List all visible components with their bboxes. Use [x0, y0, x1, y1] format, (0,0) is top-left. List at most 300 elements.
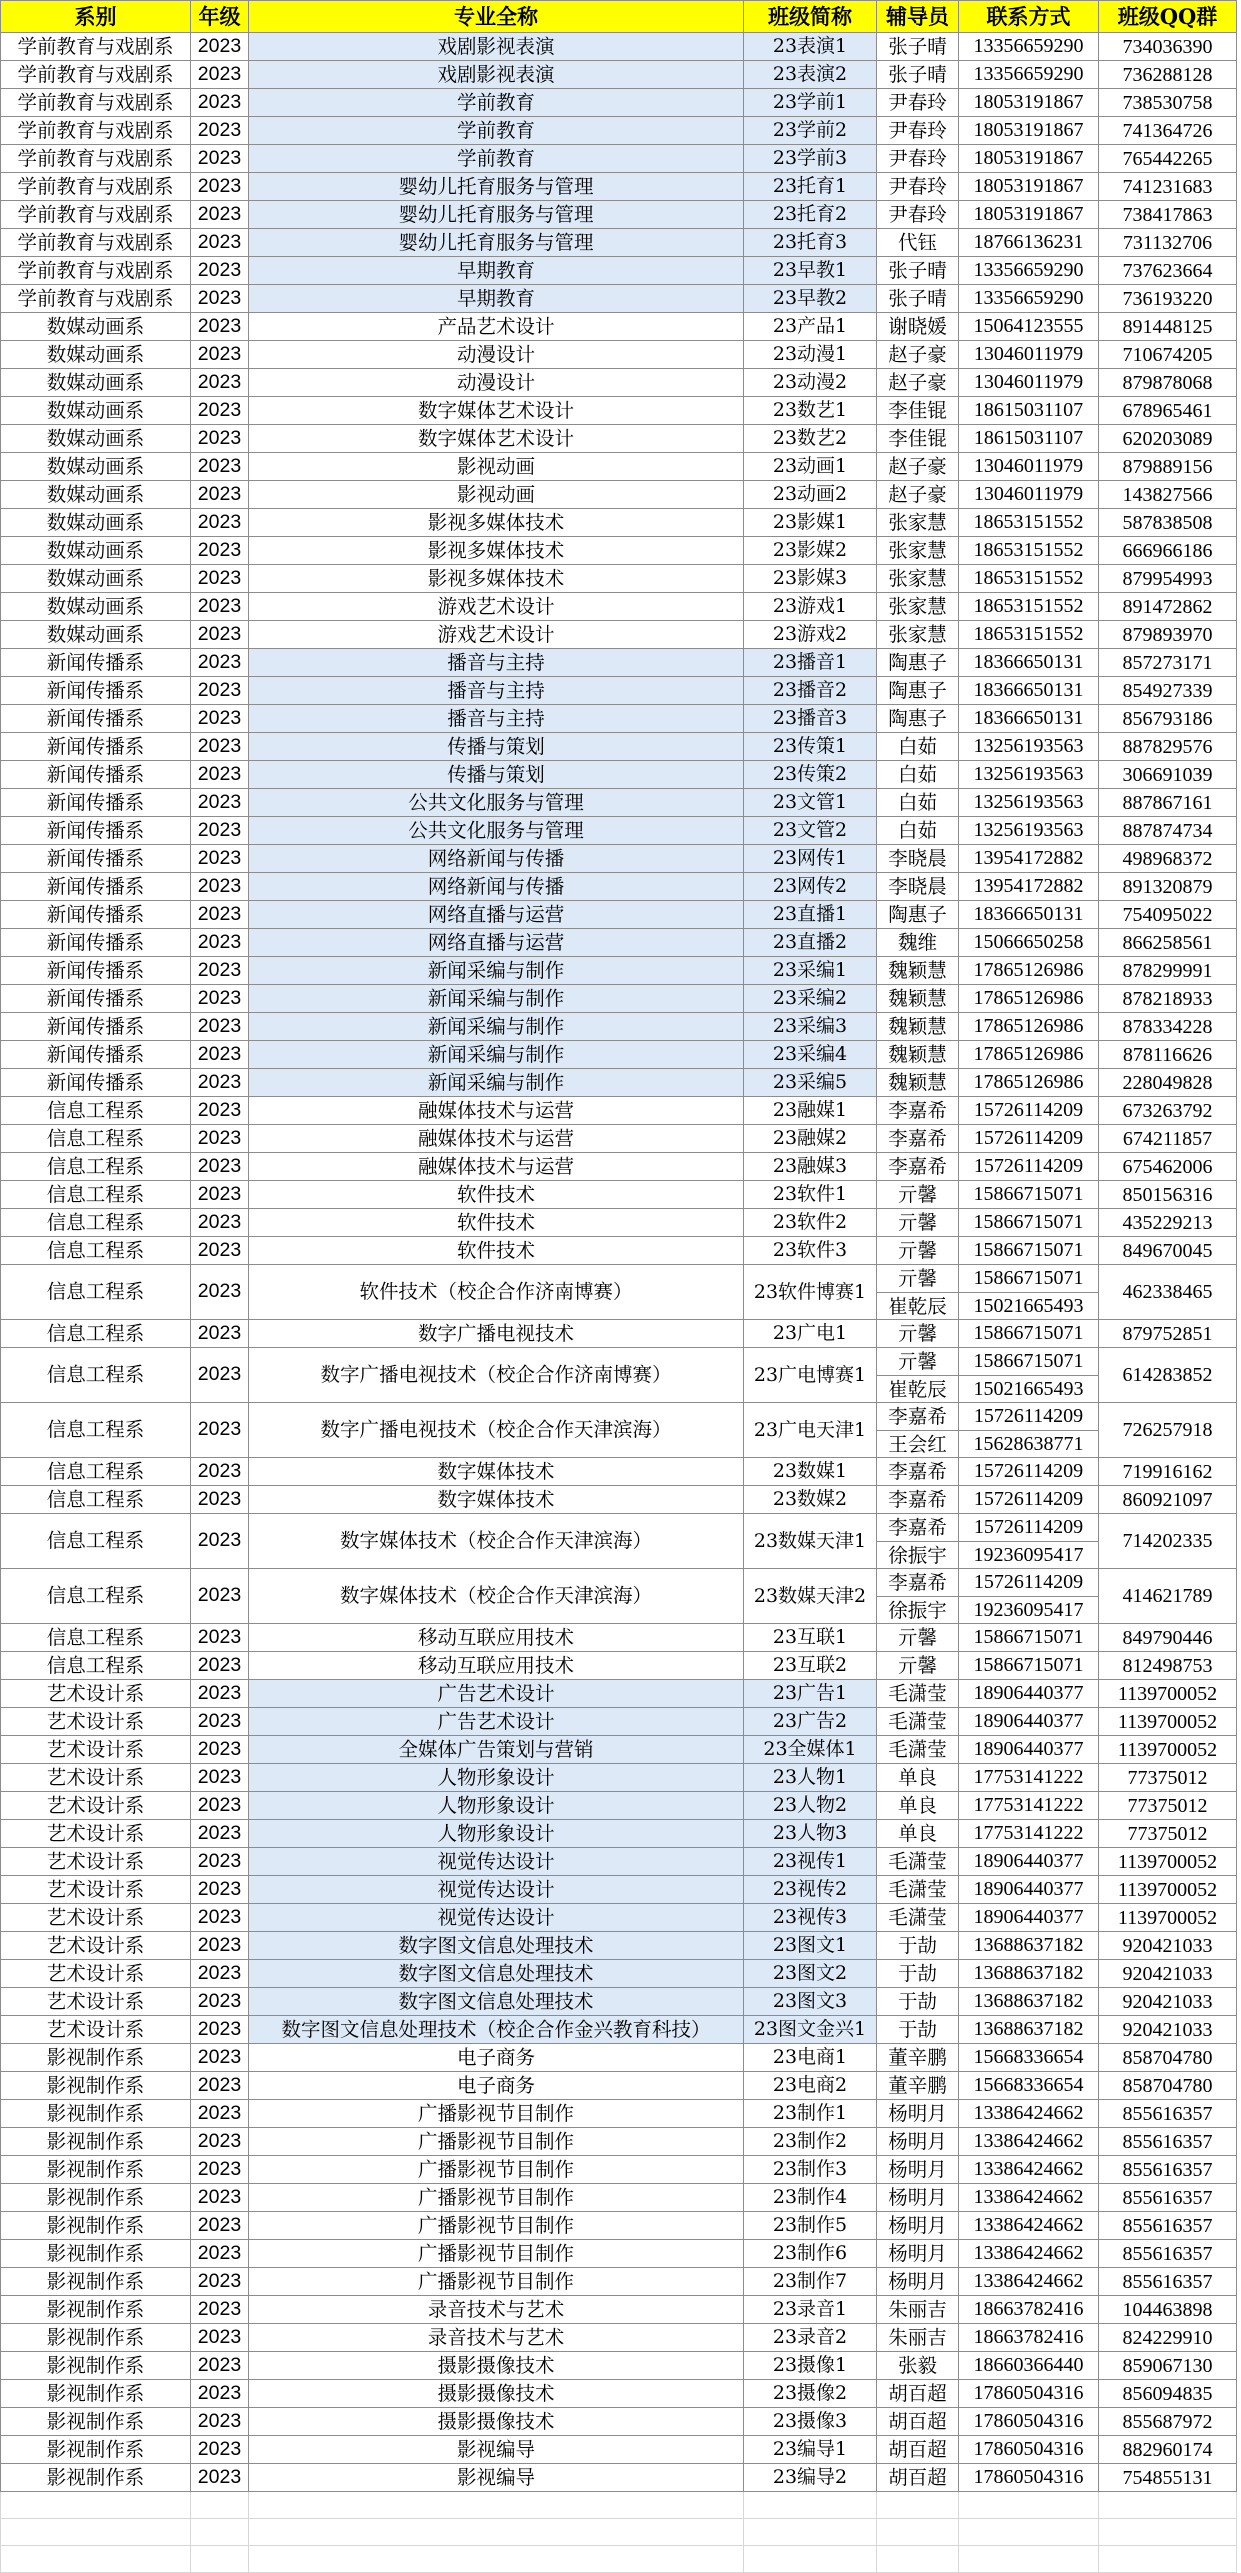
major-cell[interactable]: 影视多媒体技术	[249, 565, 744, 593]
contact-cell[interactable]	[959, 369, 1099, 397]
department-cell[interactable]: 信息工程系	[1, 1237, 191, 1265]
major-cell[interactable]: 数字图文信息处理技术	[249, 1988, 744, 2016]
class-cell[interactable]: 23摄像1	[744, 2352, 877, 2380]
department-cell[interactable]: 艺术设计系	[1, 1764, 191, 1792]
class-cell[interactable]: 23早教2	[744, 285, 877, 313]
department-cell[interactable]: 学前教育与戏剧系	[1, 89, 191, 117]
department-cell[interactable]: 信息工程系	[1, 1514, 191, 1569]
class-cell[interactable]: 23游戏1	[744, 593, 877, 621]
major-cell[interactable]: 婴幼儿托育服务与管理	[249, 173, 744, 201]
department-cell[interactable]: 信息工程系	[1, 1125, 191, 1153]
contact-cell[interactable]	[959, 1624, 1099, 1652]
major-cell[interactable]: 数字图文信息处理技术	[249, 1960, 744, 1988]
department-cell[interactable]: 影视制作系	[1, 2268, 191, 2296]
qq-group-cell[interactable]: 736193220	[1099, 285, 1237, 313]
class-cell[interactable]: 23广电天津1	[744, 1403, 877, 1458]
department-cell[interactable]: 艺术设计系	[1, 2016, 191, 2044]
class-cell[interactable]: 23编导1	[744, 2436, 877, 2464]
major-cell[interactable]: 广告艺术设计	[249, 1680, 744, 1708]
class-cell[interactable]: 23全媒体1	[744, 1736, 877, 1764]
major-cell[interactable]: 影视动画	[249, 453, 744, 481]
counselor-cell[interactable]	[877, 1764, 959, 1792]
class-cell[interactable]: 23人物1	[744, 1764, 877, 1792]
qq-group-cell[interactable]: 462338465	[1099, 1265, 1237, 1320]
contact-cell[interactable]	[959, 2464, 1099, 2492]
department-cell[interactable]: 艺术设计系	[1, 1848, 191, 1876]
year-cell[interactable]: 2023	[191, 1904, 249, 1932]
class-cell[interactable]: 23数艺2	[744, 425, 877, 453]
year-cell[interactable]: 2023	[191, 1209, 249, 1237]
department-cell[interactable]: 信息工程系	[1, 1403, 191, 1458]
contact-cell[interactable]	[959, 705, 1099, 733]
department-cell[interactable]: 学前教育与戏剧系	[1, 173, 191, 201]
class-cell[interactable]: 23图文金兴1	[744, 2016, 877, 2044]
class-cell[interactable]: 23动漫2	[744, 369, 877, 397]
qq-group-cell[interactable]: 726257918	[1099, 1403, 1237, 1458]
department-cell[interactable]: 影视制作系	[1, 2240, 191, 2268]
counselor-cell[interactable]	[877, 61, 959, 89]
contact-cell[interactable]	[959, 1013, 1099, 1041]
counselor-cell[interactable]	[877, 1848, 959, 1876]
class-cell[interactable]: 23动画1	[744, 453, 877, 481]
counselor-cell[interactable]	[877, 453, 959, 481]
department-cell[interactable]: 新闻传播系	[1, 845, 191, 873]
contact-cell[interactable]	[959, 789, 1099, 817]
qq-group-cell[interactable]: 879878068	[1099, 369, 1237, 397]
year-cell[interactable]: 2023	[191, 1514, 249, 1569]
contact-cell[interactable]	[959, 313, 1099, 341]
class-cell[interactable]: 23播音1	[744, 649, 877, 677]
contact-cell[interactable]	[959, 2128, 1099, 2156]
counselor-cell[interactable]	[877, 2100, 959, 2128]
qq-group-cell[interactable]: 878299991	[1099, 957, 1237, 985]
counselor-cell[interactable]	[877, 1181, 959, 1209]
qq-group-cell[interactable]: 879889156	[1099, 453, 1237, 481]
empty-cell[interactable]	[1, 2519, 191, 2546]
counselor-cell[interactable]	[877, 1932, 959, 1960]
qq-group-cell[interactable]: 736288128	[1099, 61, 1237, 89]
department-cell[interactable]: 信息工程系	[1, 1652, 191, 1680]
department-cell[interactable]: 影视制作系	[1, 2156, 191, 2184]
year-cell[interactable]: 2023	[191, 509, 249, 537]
department-cell[interactable]: 新闻传播系	[1, 789, 191, 817]
qq-group-cell[interactable]: 920421033	[1099, 1988, 1237, 2016]
year-cell[interactable]: 2023	[191, 1320, 249, 1348]
class-cell[interactable]: 23采编4	[744, 1041, 877, 1069]
year-cell[interactable]: 2023	[191, 2352, 249, 2380]
year-cell[interactable]: 2023	[191, 369, 249, 397]
counselor-cell[interactable]	[877, 1348, 959, 1403]
class-cell[interactable]: 23网传1	[744, 845, 877, 873]
department-cell[interactable]: 数媒动画系	[1, 313, 191, 341]
year-cell[interactable]: 2023	[191, 1736, 249, 1764]
contact-cell[interactable]	[959, 285, 1099, 313]
contact-cell[interactable]	[959, 1209, 1099, 1237]
major-cell[interactable]: 网络新闻与传播	[249, 845, 744, 873]
class-cell[interactable]: 23表演2	[744, 61, 877, 89]
qq-group-cell[interactable]: 414621789	[1099, 1569, 1237, 1624]
header-counselor[interactable]: 辅导员	[877, 1, 959, 33]
year-cell[interactable]: 2023	[191, 1624, 249, 1652]
major-cell[interactable]: 融媒体技术与运营	[249, 1097, 744, 1125]
major-cell[interactable]: 软件技术	[249, 1181, 744, 1209]
major-cell[interactable]: 摄影摄像技术	[249, 2408, 744, 2436]
qq-group-cell[interactable]: 891472862	[1099, 593, 1237, 621]
qq-group-cell[interactable]: 1139700052	[1099, 1876, 1237, 1904]
department-cell[interactable]: 新闻传播系	[1, 817, 191, 845]
contact-cell[interactable]	[959, 565, 1099, 593]
major-cell[interactable]: 电子商务	[249, 2044, 744, 2072]
year-cell[interactable]: 2023	[191, 2212, 249, 2240]
year-cell[interactable]: 2023	[191, 257, 249, 285]
major-cell[interactable]: 录音技术与艺术	[249, 2296, 744, 2324]
counselor-cell[interactable]	[877, 2240, 959, 2268]
major-cell[interactable]: 广播影视节目制作	[249, 2100, 744, 2128]
major-cell[interactable]: 新闻采编与制作	[249, 1041, 744, 1069]
department-cell[interactable]: 数媒动画系	[1, 593, 191, 621]
class-cell[interactable]: 23影媒2	[744, 537, 877, 565]
qq-group-cell[interactable]: 812498753	[1099, 1652, 1237, 1680]
qq-group-cell[interactable]: 587838508	[1099, 509, 1237, 537]
year-cell[interactable]: 2023	[191, 1764, 249, 1792]
class-cell[interactable]: 23互联2	[744, 1652, 877, 1680]
qq-group-cell[interactable]: 719916162	[1099, 1458, 1237, 1486]
department-cell[interactable]: 新闻传播系	[1, 957, 191, 985]
class-cell[interactable]: 23人物2	[744, 1792, 877, 1820]
counselor-cell[interactable]	[877, 2156, 959, 2184]
class-cell[interactable]: 23托育1	[744, 173, 877, 201]
class-cell[interactable]: 23托育3	[744, 229, 877, 257]
year-cell[interactable]: 2023	[191, 89, 249, 117]
major-cell[interactable]: 新闻采编与制作	[249, 957, 744, 985]
contact-cell[interactable]	[959, 929, 1099, 957]
contact-cell[interactable]	[959, 173, 1099, 201]
contact-cell[interactable]	[959, 1181, 1099, 1209]
year-cell[interactable]: 2023	[191, 2408, 249, 2436]
contact-cell[interactable]	[959, 229, 1099, 257]
major-cell[interactable]: 录音技术与艺术	[249, 2324, 744, 2352]
major-cell[interactable]: 广播影视节目制作	[249, 2184, 744, 2212]
counselor-cell[interactable]	[877, 2212, 959, 2240]
major-cell[interactable]: 新闻采编与制作	[249, 1013, 744, 1041]
qq-group-cell[interactable]: 1139700052	[1099, 1708, 1237, 1736]
counselor-cell[interactable]	[877, 817, 959, 845]
counselor-cell[interactable]	[877, 789, 959, 817]
year-cell[interactable]: 2023	[191, 2016, 249, 2044]
contact-cell[interactable]	[959, 2408, 1099, 2436]
counselor-cell[interactable]	[877, 1403, 959, 1458]
counselor-cell[interactable]	[877, 2072, 959, 2100]
year-cell[interactable]: 2023	[191, 313, 249, 341]
contact-cell[interactable]	[959, 2296, 1099, 2324]
major-cell[interactable]: 数字媒体技术（校企合作天津滨海）	[249, 1569, 744, 1624]
department-cell[interactable]: 信息工程系	[1, 1265, 191, 1320]
empty-cell[interactable]	[249, 2546, 744, 2573]
year-cell[interactable]: 2023	[191, 2100, 249, 2128]
qq-group-cell[interactable]: 859067130	[1099, 2352, 1237, 2380]
counselor-cell[interactable]	[877, 2268, 959, 2296]
contact-cell[interactable]	[959, 873, 1099, 901]
qq-group-cell[interactable]: 850156316	[1099, 1181, 1237, 1209]
empty-cell[interactable]	[1, 2546, 191, 2573]
contact-cell[interactable]	[959, 509, 1099, 537]
counselor-cell[interactable]	[877, 649, 959, 677]
department-cell[interactable]: 影视制作系	[1, 2380, 191, 2408]
department-cell[interactable]: 影视制作系	[1, 2464, 191, 2492]
counselor-cell[interactable]	[877, 901, 959, 929]
major-cell[interactable]: 视觉传达设计	[249, 1904, 744, 1932]
counselor-cell[interactable]	[877, 33, 959, 61]
header-year[interactable]: 年级	[191, 1, 249, 33]
counselor-cell[interactable]	[877, 2296, 959, 2324]
counselor-cell[interactable]	[877, 1988, 959, 2016]
class-cell[interactable]: 23传策2	[744, 761, 877, 789]
major-cell[interactable]: 公共文化服务与管理	[249, 817, 744, 845]
counselor-cell[interactable]	[877, 425, 959, 453]
department-cell[interactable]: 学前教育与戏剧系	[1, 117, 191, 145]
year-cell[interactable]: 2023	[191, 425, 249, 453]
counselor-cell[interactable]	[877, 1876, 959, 1904]
major-cell[interactable]: 早期教育	[249, 285, 744, 313]
qq-group-cell[interactable]: 738530758	[1099, 89, 1237, 117]
department-cell[interactable]: 学前教育与戏剧系	[1, 201, 191, 229]
contact-cell[interactable]	[959, 1876, 1099, 1904]
major-cell[interactable]: 人物形象设计	[249, 1820, 744, 1848]
counselor-cell[interactable]	[877, 845, 959, 873]
year-cell[interactable]: 2023	[191, 1988, 249, 2016]
contact-cell[interactable]	[959, 1125, 1099, 1153]
qq-group-cell[interactable]: 855616357	[1099, 2156, 1237, 2184]
class-cell[interactable]: 23影媒1	[744, 509, 877, 537]
class-cell[interactable]: 23广电1	[744, 1320, 877, 1348]
contact-cell[interactable]	[959, 1960, 1099, 1988]
year-cell[interactable]: 2023	[191, 537, 249, 565]
year-cell[interactable]: 2023	[191, 845, 249, 873]
department-cell[interactable]: 数媒动画系	[1, 453, 191, 481]
class-cell[interactable]: 23采编5	[744, 1069, 877, 1097]
class-cell[interactable]: 23游戏2	[744, 621, 877, 649]
department-cell[interactable]: 新闻传播系	[1, 1013, 191, 1041]
qq-group-cell[interactable]: 824229910	[1099, 2324, 1237, 2352]
counselor-cell[interactable]	[877, 1960, 959, 1988]
department-cell[interactable]: 影视制作系	[1, 2212, 191, 2240]
contact-cell[interactable]	[959, 761, 1099, 789]
contact-cell[interactable]	[959, 481, 1099, 509]
contact-cell[interactable]	[959, 733, 1099, 761]
counselor-cell[interactable]	[877, 1209, 959, 1237]
major-cell[interactable]: 学前教育	[249, 145, 744, 173]
empty-cell[interactable]	[744, 2492, 877, 2519]
class-cell[interactable]: 23电商2	[744, 2072, 877, 2100]
qq-group-cell[interactable]: 856793186	[1099, 705, 1237, 733]
year-cell[interactable]: 2023	[191, 789, 249, 817]
counselor-cell[interactable]	[877, 537, 959, 565]
contact-cell[interactable]	[959, 1848, 1099, 1876]
class-cell[interactable]: 23数艺1	[744, 397, 877, 425]
qq-group-cell[interactable]: 854927339	[1099, 677, 1237, 705]
counselor-cell[interactable]	[877, 1792, 959, 1820]
major-cell[interactable]: 学前教育	[249, 89, 744, 117]
empty-cell[interactable]	[1099, 2492, 1237, 2519]
contact-cell[interactable]	[959, 453, 1099, 481]
class-cell[interactable]: 23软件1	[744, 1181, 877, 1209]
department-cell[interactable]: 艺术设计系	[1, 1876, 191, 1904]
contact-cell[interactable]	[959, 201, 1099, 229]
qq-group-cell[interactable]: 891448125	[1099, 313, 1237, 341]
year-cell[interactable]: 2023	[191, 677, 249, 705]
year-cell[interactable]: 2023	[191, 481, 249, 509]
major-cell[interactable]: 数字广播电视技术（校企合作天津滨海）	[249, 1403, 744, 1458]
counselor-cell[interactable]	[877, 565, 959, 593]
contact-cell[interactable]	[959, 1708, 1099, 1736]
major-cell[interactable]: 播音与主持	[249, 649, 744, 677]
qq-group-cell[interactable]: 855616357	[1099, 2184, 1237, 2212]
class-cell[interactable]: 23学前3	[744, 145, 877, 173]
year-cell[interactable]: 2023	[191, 1403, 249, 1458]
qq-group-cell[interactable]: 855616357	[1099, 2100, 1237, 2128]
qq-group-cell[interactable]: 920421033	[1099, 1960, 1237, 1988]
class-cell[interactable]: 23互联1	[744, 1624, 877, 1652]
qq-group-cell[interactable]: 855616357	[1099, 2212, 1237, 2240]
counselor-cell[interactable]	[877, 1486, 959, 1514]
major-cell[interactable]: 广告艺术设计	[249, 1708, 744, 1736]
year-cell[interactable]: 2023	[191, 2156, 249, 2184]
contact-cell[interactable]	[959, 1820, 1099, 1848]
class-cell[interactable]: 23广告1	[744, 1680, 877, 1708]
empty-cell[interactable]	[959, 2492, 1099, 2519]
major-cell[interactable]: 影视编导	[249, 2436, 744, 2464]
qq-group-cell[interactable]: 306691039	[1099, 761, 1237, 789]
contact-cell[interactable]	[959, 117, 1099, 145]
major-cell[interactable]: 数字图文信息处理技术（校企合作金兴教育科技）	[249, 2016, 744, 2044]
contact-cell[interactable]	[959, 957, 1099, 985]
class-cell[interactable]: 23直播1	[744, 901, 877, 929]
class-cell[interactable]: 23制作1	[744, 2100, 877, 2128]
department-cell[interactable]: 数媒动画系	[1, 397, 191, 425]
qq-group-cell[interactable]: 1139700052	[1099, 1904, 1237, 1932]
class-cell[interactable]: 23播音3	[744, 705, 877, 733]
counselor-cell[interactable]	[877, 873, 959, 901]
empty-cell[interactable]	[1099, 2519, 1237, 2546]
counselor-cell[interactable]	[877, 1652, 959, 1680]
class-cell[interactable]: 23图文2	[744, 1960, 877, 1988]
counselor-cell[interactable]	[877, 1041, 959, 1069]
contact-cell[interactable]	[959, 1904, 1099, 1932]
contact-cell[interactable]	[959, 1764, 1099, 1792]
year-cell[interactable]: 2023	[191, 957, 249, 985]
year-cell[interactable]: 2023	[191, 2324, 249, 2352]
year-cell[interactable]: 2023	[191, 2436, 249, 2464]
header-major[interactable]: 专业全称	[249, 1, 744, 33]
year-cell[interactable]: 2023	[191, 1348, 249, 1403]
year-cell[interactable]: 2023	[191, 1069, 249, 1097]
department-cell[interactable]: 新闻传播系	[1, 761, 191, 789]
department-cell[interactable]: 艺术设计系	[1, 1932, 191, 1960]
year-cell[interactable]: 2023	[191, 2296, 249, 2324]
empty-cell[interactable]	[191, 2519, 249, 2546]
class-cell[interactable]: 23数媒天津2	[744, 1569, 877, 1624]
class-cell[interactable]: 23学前2	[744, 117, 877, 145]
counselor-cell[interactable]	[877, 2128, 959, 2156]
contact-cell[interactable]	[959, 901, 1099, 929]
counselor-cell[interactable]	[877, 1708, 959, 1736]
year-cell[interactable]: 2023	[191, 145, 249, 173]
contact-cell[interactable]	[959, 1932, 1099, 1960]
counselor-cell[interactable]	[877, 173, 959, 201]
class-cell[interactable]: 23电商1	[744, 2044, 877, 2072]
major-cell[interactable]: 播音与主持	[249, 705, 744, 733]
year-cell[interactable]: 2023	[191, 229, 249, 257]
contact-cell[interactable]	[959, 1792, 1099, 1820]
class-cell[interactable]: 23产品1	[744, 313, 877, 341]
department-cell[interactable]: 信息工程系	[1, 1320, 191, 1348]
class-cell[interactable]: 23录音1	[744, 2296, 877, 2324]
qq-group-cell[interactable]: 228049828	[1099, 1069, 1237, 1097]
counselor-cell[interactable]	[877, 1013, 959, 1041]
contact-cell[interactable]	[959, 1237, 1099, 1265]
contact-cell[interactable]	[959, 145, 1099, 173]
qq-group-cell[interactable]: 666966186	[1099, 537, 1237, 565]
major-cell[interactable]: 公共文化服务与管理	[249, 789, 744, 817]
contact-cell[interactable]	[959, 985, 1099, 1013]
major-cell[interactable]: 广播影视节目制作	[249, 2240, 744, 2268]
qq-group-cell[interactable]: 887829576	[1099, 733, 1237, 761]
department-cell[interactable]: 学前教育与戏剧系	[1, 33, 191, 61]
major-cell[interactable]: 数字图文信息处理技术	[249, 1932, 744, 1960]
year-cell[interactable]: 2023	[191, 1181, 249, 1209]
year-cell[interactable]: 2023	[191, 985, 249, 1013]
counselor-cell[interactable]	[877, 985, 959, 1013]
counselor-cell[interactable]	[877, 957, 959, 985]
major-cell[interactable]: 数字广播电视技术（校企合作济南博赛）	[249, 1348, 744, 1403]
qq-group-cell[interactable]: 879954993	[1099, 565, 1237, 593]
class-cell[interactable]: 23软件3	[744, 1237, 877, 1265]
major-cell[interactable]: 移动互联应用技术	[249, 1624, 744, 1652]
counselor-cell[interactable]	[877, 1820, 959, 1848]
contact-cell[interactable]	[959, 1569, 1099, 1624]
qq-group-cell[interactable]: 887867161	[1099, 789, 1237, 817]
major-cell[interactable]: 摄影摄像技术	[249, 2380, 744, 2408]
qq-group-cell[interactable]: 77375012	[1099, 1764, 1237, 1792]
major-cell[interactable]: 网络直播与运营	[249, 901, 744, 929]
department-cell[interactable]: 信息工程系	[1, 1097, 191, 1125]
department-cell[interactable]: 信息工程系	[1, 1209, 191, 1237]
year-cell[interactable]: 2023	[191, 201, 249, 229]
contact-cell[interactable]	[959, 1153, 1099, 1181]
year-cell[interactable]: 2023	[191, 2380, 249, 2408]
counselor-cell[interactable]	[877, 621, 959, 649]
year-cell[interactable]: 2023	[191, 2128, 249, 2156]
class-cell[interactable]: 23制作4	[744, 2184, 877, 2212]
counselor-cell[interactable]	[877, 1320, 959, 1348]
class-cell[interactable]: 23托育2	[744, 201, 877, 229]
qq-group-cell[interactable]: 673263792	[1099, 1097, 1237, 1125]
qq-group-cell[interactable]: 620203089	[1099, 425, 1237, 453]
qq-group-cell[interactable]: 878334228	[1099, 1013, 1237, 1041]
class-cell[interactable]: 23制作7	[744, 2268, 877, 2296]
counselor-cell[interactable]	[877, 733, 959, 761]
contact-cell[interactable]	[959, 845, 1099, 873]
qq-group-cell[interactable]: 710674205	[1099, 341, 1237, 369]
contact-cell[interactable]	[959, 1069, 1099, 1097]
empty-cell[interactable]	[877, 2519, 959, 2546]
contact-cell[interactable]	[959, 61, 1099, 89]
contact-cell[interactable]	[959, 425, 1099, 453]
qq-group-cell[interactable]: 920421033	[1099, 2016, 1237, 2044]
class-cell[interactable]: 23融媒1	[744, 1097, 877, 1125]
year-cell[interactable]: 2023	[191, 2464, 249, 2492]
counselor-cell[interactable]	[877, 1514, 959, 1569]
